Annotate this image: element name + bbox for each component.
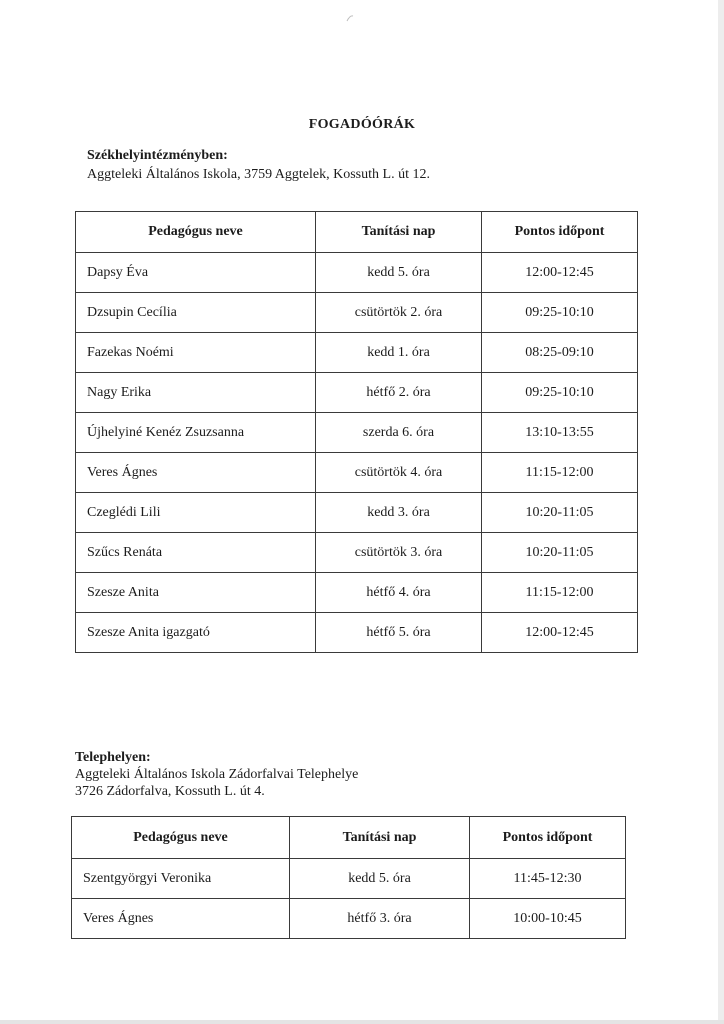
exact-time-cell: 12:00-12:45 <box>482 613 638 653</box>
teaching-day-cell: szerda 6. óra <box>316 413 482 453</box>
teaching-day-cell: hétfő 2. óra <box>316 373 482 413</box>
exact-time-cell: 08:25-09:10 <box>482 333 638 373</box>
teaching-day-cell: kedd 5. óra <box>290 859 470 899</box>
column-header-name: Pedagógus neve <box>72 817 290 859</box>
exact-time-cell: 11:45-12:30 <box>470 859 626 899</box>
scan-right-edge <box>718 0 724 1024</box>
table-row <box>76 253 638 293</box>
scan-bottom-edge <box>0 1020 724 1024</box>
section2-address-line2: 3726 Zádorfalva, Kossuth L. út 4. <box>75 784 265 799</box>
table-row <box>72 899 626 939</box>
main-school-schedule-table <box>75 211 638 653</box>
column-header-day: Tanítási nap <box>290 817 470 859</box>
table-row <box>76 533 638 573</box>
exact-time-cell: 12:00-12:45 <box>482 253 638 293</box>
exact-time-cell: 09:25-10:10 <box>482 373 638 413</box>
section2-address-line1: Aggteleki Általános Iskola Zádorfalvai Telephelye <box>75 767 359 782</box>
section1-heading: Székhelyintézményben: <box>87 148 228 163</box>
teacher-name-cell: Veres Ágnes <box>72 899 290 939</box>
table-row <box>76 453 638 493</box>
teaching-day-cell: kedd 5. óra <box>316 253 482 293</box>
table-row <box>76 333 638 373</box>
teacher-name-cell: Szűcs Renáta <box>76 533 316 573</box>
scan-speck-mark <box>346 14 354 22</box>
section2-heading: Telephelyen: <box>75 750 151 765</box>
exact-time-cell: 10:00-10:45 <box>470 899 626 939</box>
column-header-name: Pedagógus neve <box>76 212 316 253</box>
teacher-name-cell: Fazekas Noémi <box>76 333 316 373</box>
table-row <box>76 373 638 413</box>
column-header-time: Pontos időpont <box>470 817 626 859</box>
section1-address: Aggteleki Általános Iskola, 3759 Aggtelek, Kossuth L. út 12. <box>87 167 430 182</box>
table-row <box>76 573 638 613</box>
teaching-day-cell: hétfő 5. óra <box>316 613 482 653</box>
page-title: FOGADÓÓRÁK <box>308 117 416 132</box>
teaching-day-cell: csütörtök 2. óra <box>316 293 482 333</box>
teaching-day-cell: hétfő 4. óra <box>316 573 482 613</box>
exact-time-cell: 11:15-12:00 <box>482 573 638 613</box>
exact-time-cell: 10:20-11:05 <box>482 533 638 573</box>
table-row <box>76 493 638 533</box>
table-row <box>76 293 638 333</box>
teaching-day-cell: csütörtök 4. óra <box>316 453 482 493</box>
teaching-day-cell: csütörtök 3. óra <box>316 533 482 573</box>
teacher-name-cell: Dzsupin Cecília <box>76 293 316 333</box>
exact-time-cell: 09:25-10:10 <box>482 293 638 333</box>
teacher-name-cell: Újhelyiné Kenéz Zsuzsanna <box>76 413 316 453</box>
column-header-day: Tanítási nap <box>316 212 482 253</box>
table-row <box>76 413 638 453</box>
exact-time-cell: 10:20-11:05 <box>482 493 638 533</box>
teacher-name-cell: Szentgyörgyi Veronika <box>72 859 290 899</box>
teacher-name-cell: Veres Ágnes <box>76 453 316 493</box>
table-header-row <box>72 817 626 859</box>
table-row <box>76 613 638 653</box>
exact-time-cell: 13:10-13:55 <box>482 413 638 453</box>
teaching-day-cell: kedd 3. óra <box>316 493 482 533</box>
exact-time-cell: 11:15-12:00 <box>482 453 638 493</box>
table-header-row <box>76 212 638 253</box>
branch-site-schedule-table <box>71 816 626 939</box>
teacher-name-cell: Nagy Erika <box>76 373 316 413</box>
column-header-time: Pontos időpont <box>482 212 638 253</box>
teaching-day-cell: hétfő 3. óra <box>290 899 470 939</box>
teacher-name-cell: Szesze Anita igazgató <box>76 613 316 653</box>
teaching-day-cell: kedd 1. óra <box>316 333 482 373</box>
teacher-name-cell: Dapsy Éva <box>76 253 316 293</box>
table-row <box>72 859 626 899</box>
teacher-name-cell: Czeglédi Lili <box>76 493 316 533</box>
teacher-name-cell: Szesze Anita <box>76 573 316 613</box>
